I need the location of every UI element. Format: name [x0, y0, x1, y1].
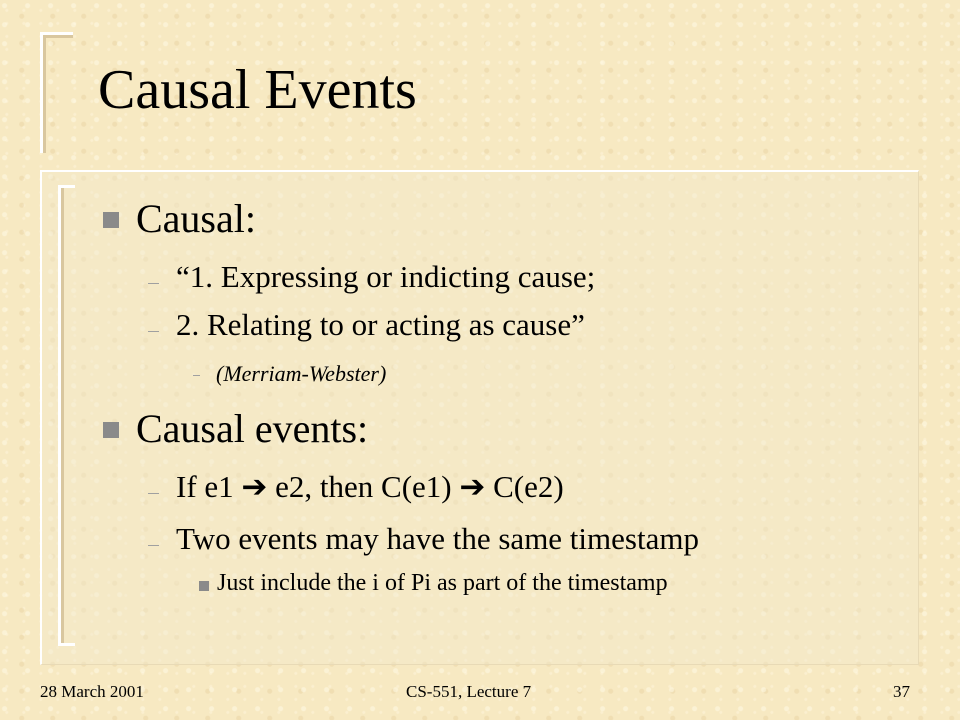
dash-icon	[148, 493, 159, 494]
citation: (Merriam-Webster)	[216, 361, 387, 386]
slide-title: Causal Events	[98, 59, 417, 121]
bullet-square-icon	[103, 422, 119, 438]
bullet-causal: Causal:	[136, 196, 256, 241]
sub-bullet-definition-2: 2. Relating to or acting as cause”	[176, 307, 585, 342]
sub-bullet-definition-1: “1. Expressing or indicting cause;	[176, 259, 596, 294]
content-accent-bar	[58, 185, 75, 646]
dash-icon	[148, 545, 159, 546]
dash-icon	[148, 283, 159, 284]
bullet-causal-events: Causal events:	[136, 406, 369, 451]
bullet-square-icon	[199, 581, 209, 591]
title-accent-bar	[40, 32, 73, 153]
bullet-square-icon	[103, 212, 119, 228]
sub-bullet-rule: If e1 ➔ e2, then C(e1) ➔ C(e2)	[176, 469, 564, 504]
sub-sub-bullet-include-i: Just include the i of Pi as part of the timestamp	[217, 570, 668, 596]
dash-icon	[193, 375, 200, 376]
sub-bullet-same-timestamp: Two events may have the same timestamp	[176, 521, 699, 556]
footer-course: CS-551, Lecture 7	[406, 682, 532, 701]
footer-date: 28 March 2001	[40, 682, 144, 701]
footer-page-number: 37	[893, 682, 910, 701]
dash-icon	[148, 331, 159, 332]
